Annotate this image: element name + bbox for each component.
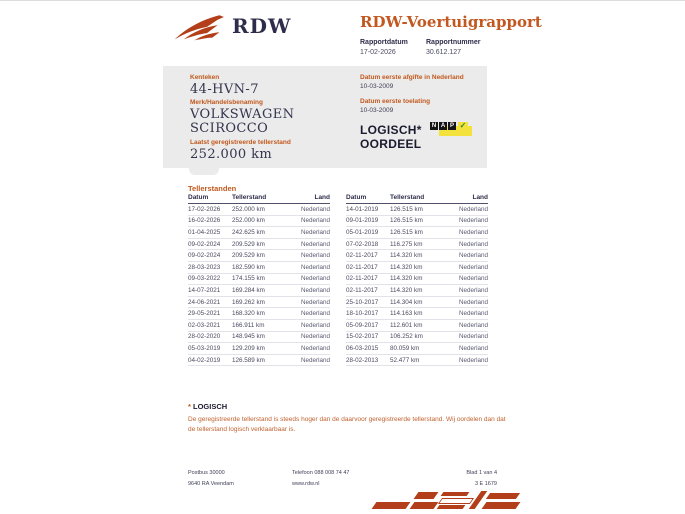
deco-shape bbox=[486, 493, 520, 499]
cell-land: Nederland bbox=[458, 356, 488, 364]
footer-website: www.rdw.nl bbox=[292, 481, 320, 487]
oordeel-line1: LOGISCH* bbox=[360, 123, 422, 137]
table-row bbox=[188, 343, 330, 355]
rdw-eagle-icon bbox=[170, 9, 226, 43]
odometer-table-left bbox=[188, 194, 330, 366]
footer-contact bbox=[292, 470, 350, 492]
cell-datum: 09-02-2024 bbox=[188, 240, 221, 248]
merk-label: Merk/Handelsbenaming bbox=[190, 99, 263, 106]
column-header-datum: Datum bbox=[346, 194, 367, 201]
cell-datum: 25-10-2017 bbox=[346, 298, 379, 306]
cell-land: Nederland bbox=[458, 205, 488, 213]
deco-shape bbox=[441, 492, 470, 496]
table-row bbox=[346, 332, 488, 344]
nap-letter-p: P bbox=[449, 123, 454, 129]
deco-shape bbox=[438, 498, 474, 504]
cell-tellerstand: 129.209 km bbox=[232, 344, 265, 352]
table-row bbox=[346, 320, 488, 332]
report-number-label: Rapportnummer bbox=[426, 39, 481, 46]
table-row bbox=[346, 227, 488, 239]
cell-land: Nederland bbox=[458, 240, 488, 248]
oordeel-line2: OORDEEL bbox=[360, 137, 422, 151]
table-row bbox=[188, 204, 330, 216]
eerste-toelating-value: 10-03-2009 bbox=[360, 107, 394, 114]
cell-tellerstand: 114.320 km bbox=[390, 286, 423, 294]
cell-tellerstand: 114.320 km bbox=[390, 263, 423, 271]
footnote-asterisk: * bbox=[188, 402, 191, 411]
deco-shape bbox=[414, 492, 439, 499]
cell-land: Nederland bbox=[458, 286, 488, 294]
cell-datum: 09-02-2024 bbox=[188, 252, 221, 260]
table-header-row bbox=[188, 194, 330, 204]
cell-datum: 14-01-2019 bbox=[346, 205, 379, 213]
table-row bbox=[188, 320, 330, 332]
summary-box-tab bbox=[189, 168, 219, 175]
kenteken-label: Kenteken bbox=[190, 74, 220, 81]
cell-datum: 05-03-2019 bbox=[188, 344, 221, 352]
footer-address bbox=[188, 470, 234, 492]
cell-land: Nederland bbox=[300, 321, 330, 329]
table-row bbox=[188, 239, 330, 251]
column-header-tellerstand: Tellerstand bbox=[390, 194, 425, 201]
cell-tellerstand: 252.000 km bbox=[232, 217, 265, 225]
deco-shape bbox=[482, 502, 521, 509]
cell-datum: 02-03-2021 bbox=[188, 321, 221, 329]
cell-land: Nederland bbox=[458, 344, 488, 352]
cell-land: Nederland bbox=[458, 310, 488, 318]
cell-land: Nederland bbox=[300, 356, 330, 364]
cell-tellerstand: 174.155 km bbox=[232, 275, 265, 283]
footer-page-indicator: Blad 1 van 4 bbox=[466, 470, 497, 476]
cell-tellerstand: 252.000 km bbox=[232, 205, 265, 213]
cell-land: Nederland bbox=[300, 205, 330, 213]
cell-tellerstand: 126.589 km bbox=[232, 356, 265, 364]
report-meta bbox=[360, 39, 494, 56]
footnote-title-text: LOGISCH bbox=[193, 402, 228, 411]
table-row bbox=[188, 262, 330, 274]
footnote-text: De geregistreerde tellerstand is steeds hoger dan de daarvoor geregistreerde tellerstand. Wij oordelen dan dat de tellerstand logisch verklaarbaar is. bbox=[188, 416, 506, 434]
cell-tellerstand: 114.163 km bbox=[390, 310, 423, 318]
eerste-afgifte-label: Datum eerste afgifte in Nederland bbox=[360, 74, 464, 81]
table-row bbox=[346, 216, 488, 228]
footer-form-code: 3 E 1679 bbox=[474, 481, 497, 487]
cell-datum: 06-03-2015 bbox=[346, 344, 379, 352]
logisch-footnote bbox=[188, 402, 506, 436]
cell-land: Nederland bbox=[300, 240, 330, 248]
rdw-logo-text: RDW bbox=[232, 14, 292, 38]
nap-letter-a: A bbox=[440, 123, 446, 129]
nap-checkmark-icon: ✓ bbox=[459, 121, 467, 130]
eerste-afgifte-value: 10-03-2009 bbox=[360, 83, 394, 90]
cell-datum: 14-07-2021 bbox=[188, 286, 221, 294]
cell-tellerstand: 126.515 km bbox=[390, 217, 423, 225]
cell-datum: 29-05-2021 bbox=[188, 310, 221, 318]
cell-land: Nederland bbox=[300, 333, 330, 341]
cell-land: Nederland bbox=[458, 252, 488, 260]
table-row bbox=[188, 308, 330, 320]
table-header-row bbox=[346, 194, 488, 204]
cell-tellerstand: 169.284 km bbox=[232, 286, 265, 294]
cell-land: Nederland bbox=[300, 228, 330, 236]
table-row bbox=[188, 355, 330, 367]
table-row bbox=[346, 297, 488, 309]
cell-tellerstand: 114.304 km bbox=[390, 298, 423, 306]
nap-letter-n: N bbox=[431, 123, 437, 129]
report-date-block bbox=[360, 39, 412, 56]
cell-land: Nederland bbox=[300, 310, 330, 318]
cell-datum: 02-11-2017 bbox=[346, 286, 378, 294]
cell-tellerstand: 169.262 km bbox=[232, 298, 265, 306]
cell-datum: 02-11-2017 bbox=[346, 263, 378, 271]
cell-tellerstand: 166.911 km bbox=[232, 321, 265, 329]
cell-land: Nederland bbox=[300, 298, 330, 306]
cell-tellerstand: 106.252 km bbox=[390, 333, 423, 341]
deco-shape bbox=[410, 502, 439, 509]
odometer-tables bbox=[188, 194, 488, 366]
cell-tellerstand: 114.320 km bbox=[390, 252, 423, 260]
cell-land: Nederland bbox=[458, 298, 488, 306]
cell-tellerstand: 168.320 km bbox=[232, 310, 265, 318]
cell-land: Nederland bbox=[300, 275, 330, 283]
cell-land: Nederland bbox=[458, 321, 488, 329]
tellerstanden-section-title: Tellerstanden bbox=[188, 184, 237, 193]
cell-tellerstand: 126.515 km bbox=[390, 205, 423, 213]
table-row bbox=[346, 285, 488, 297]
table-row bbox=[188, 274, 330, 286]
cell-land: Nederland bbox=[300, 344, 330, 352]
cell-tellerstand: 126.515 km bbox=[390, 228, 423, 236]
table-row bbox=[188, 216, 330, 228]
table-body bbox=[188, 204, 330, 366]
cell-datum: 02-11-2017 bbox=[346, 275, 378, 283]
cell-tellerstand: 148.945 km bbox=[232, 333, 265, 341]
cell-tellerstand: 242.625 km bbox=[232, 228, 265, 236]
odometer-table-right bbox=[346, 194, 488, 366]
cell-datum: 28-02-2013 bbox=[346, 356, 379, 364]
cell-datum: 15-02-2017 bbox=[346, 333, 379, 341]
cell-datum: 04-02-2019 bbox=[188, 356, 221, 364]
cell-tellerstand: 114.320 km bbox=[390, 275, 423, 283]
column-header-tellerstand: Tellerstand bbox=[232, 194, 267, 201]
column-header-land: Land bbox=[472, 194, 488, 201]
footer-address-line2: 9640 RA Veendam bbox=[188, 481, 234, 487]
deco-shape bbox=[372, 502, 411, 509]
eerste-toelating-label: Datum eerste toelating bbox=[360, 98, 431, 105]
cell-datum: 07-02-2018 bbox=[346, 240, 379, 248]
table-row bbox=[346, 262, 488, 274]
table-row bbox=[346, 250, 488, 262]
cell-datum: 28-02-2020 bbox=[188, 333, 221, 341]
cell-land: Nederland bbox=[458, 217, 488, 225]
cell-tellerstand: 209.529 km bbox=[232, 252, 265, 260]
table-body bbox=[346, 204, 488, 366]
report-date-value: 17-02-2026 bbox=[360, 49, 396, 56]
table-row bbox=[346, 355, 488, 367]
table-row bbox=[188, 250, 330, 262]
report-number-block bbox=[426, 39, 480, 56]
cell-datum: 09-03-2022 bbox=[188, 275, 221, 283]
table-row bbox=[188, 285, 330, 297]
report-number-value: 30.612.127 bbox=[426, 49, 462, 56]
cell-land: Nederland bbox=[458, 263, 488, 271]
table-row bbox=[188, 297, 330, 309]
cell-land: Nederland bbox=[458, 275, 488, 283]
handelsbenaming-value: SCIROCCO bbox=[190, 121, 269, 136]
cell-land: Nederland bbox=[458, 333, 488, 341]
footnote-title bbox=[188, 402, 506, 411]
merk-value: VOLKSWAGEN bbox=[190, 107, 295, 122]
vehicle-summary-box bbox=[163, 66, 487, 168]
cell-tellerstand: 112.601 km bbox=[390, 321, 423, 329]
cell-tellerstand: 209.529 km bbox=[232, 240, 265, 248]
cell-land: Nederland bbox=[300, 252, 330, 260]
cell-tellerstand: 116.275 km bbox=[390, 240, 423, 248]
report-date-label: Rapportdatum bbox=[360, 39, 408, 46]
table-row bbox=[188, 227, 330, 239]
cell-datum: 05-01-2019 bbox=[346, 228, 379, 236]
table-row bbox=[346, 308, 488, 320]
cell-datum: 05-09-2017 bbox=[346, 321, 379, 329]
footer-phone: Telefoon 088 008 74 47 bbox=[292, 470, 350, 476]
cell-land: Nederland bbox=[300, 217, 330, 225]
cell-datum: 17-02-2026 bbox=[188, 205, 221, 213]
table-row bbox=[188, 332, 330, 344]
cell-tellerstand: 182.590 km bbox=[232, 263, 265, 271]
column-header-land: Land bbox=[314, 194, 330, 201]
speed-stripes-graphic bbox=[372, 489, 522, 513]
column-header-datum: Datum bbox=[188, 194, 209, 201]
deco-shape bbox=[437, 505, 466, 509]
page-title: RDW-Voertuigrapport bbox=[360, 13, 542, 31]
cell-datum: 09-01-2019 bbox=[346, 217, 379, 225]
cell-land: Nederland bbox=[300, 263, 330, 271]
cell-tellerstand: 80.059 km bbox=[390, 344, 420, 352]
cell-datum: 01-04-2025 bbox=[188, 228, 221, 236]
cell-datum: 02-11-2017 bbox=[346, 252, 378, 260]
kenteken-value: 44-HVN-7 bbox=[190, 82, 259, 97]
rdw-logo bbox=[170, 9, 291, 43]
laatste-tellerstand-value: 252.000 km bbox=[190, 147, 273, 162]
cell-datum: 24-06-2021 bbox=[188, 298, 221, 306]
table-row bbox=[346, 204, 488, 216]
cell-tellerstand: 52.477 km bbox=[390, 356, 420, 364]
cell-datum: 28-03-2023 bbox=[188, 263, 221, 271]
nap-logo bbox=[430, 122, 474, 138]
table-row bbox=[346, 343, 488, 355]
table-row bbox=[346, 239, 488, 251]
page-top-rule bbox=[0, 0, 685, 1]
cell-datum: 18-10-2017 bbox=[346, 310, 379, 318]
cell-land: Nederland bbox=[458, 228, 488, 236]
footer-address-line1: Postbus 30000 bbox=[188, 470, 225, 476]
cell-datum: 16-02-2026 bbox=[188, 217, 221, 225]
laatste-tellerstand-label: Laatst geregistreerde tellerstand bbox=[190, 139, 291, 146]
table-row bbox=[346, 274, 488, 286]
cell-land: Nederland bbox=[300, 286, 330, 294]
